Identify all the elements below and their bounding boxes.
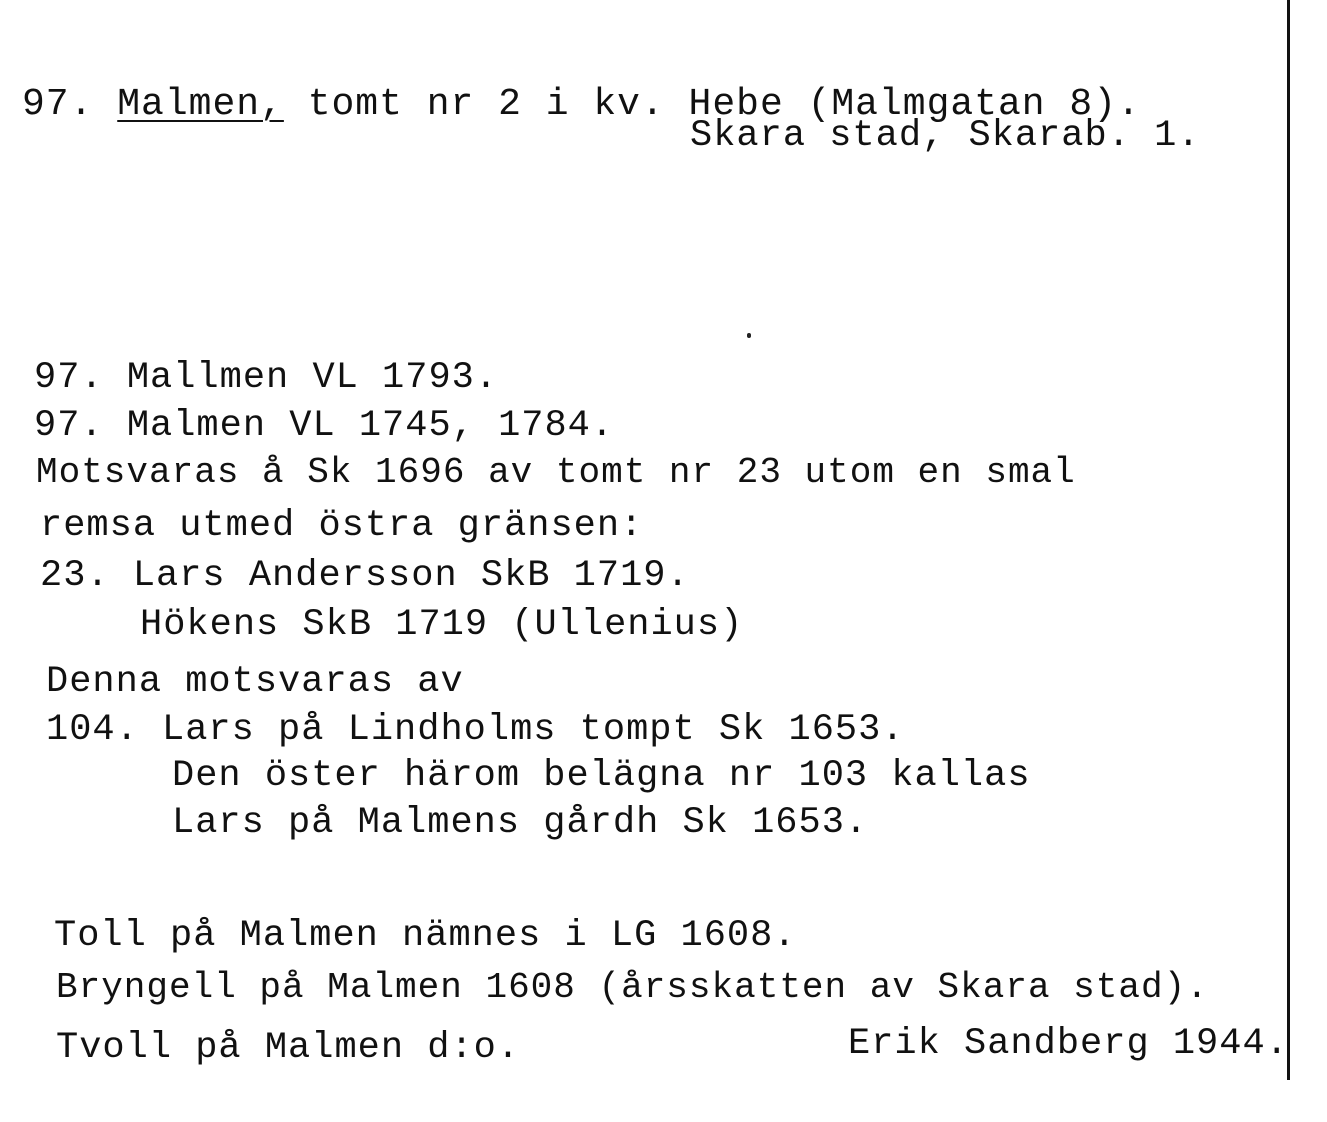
header-number: 97.: [22, 83, 94, 126]
ink-speck: [747, 333, 751, 338]
header-place: Malmen,: [117, 83, 284, 126]
signature: Erik Sandberg 1944.: [848, 1023, 1289, 1065]
body-line-8: 104. Lars på Lindholms tompt Sk 1653.: [46, 709, 905, 751]
body-line-4: remsa utmed östra gränsen:: [40, 505, 644, 547]
body-line-13: Tvoll på Malmen d:o.: [56, 1027, 521, 1069]
body-line-6: Hökens SkB 1719 (Ullenius): [140, 604, 744, 646]
card-edge-line: [1287, 0, 1290, 1080]
header-rest: tomt nr 2 i kv. Hebe (Malmgatan 8).: [307, 83, 1141, 126]
body-line-7: Denna motsvaras av: [46, 661, 464, 703]
body-line-11: Toll på Malmen nämnes i LG 1608.: [54, 915, 797, 957]
body-line-1: 97. Mallmen VL 1793.: [34, 357, 499, 399]
body-line-2: 97. Malmen VL 1745, 1784.: [34, 405, 615, 447]
header-parish: Skara stad, Skarab. 1.: [690, 115, 1201, 157]
body-line-5: 23. Lars Andersson SkB 1719.: [40, 555, 690, 597]
body-line-10: Lars på Malmens gårdh Sk 1653.: [172, 802, 869, 844]
body-line-12: Bryngell på Malmen 1608 (årsskatten av Skara stad).: [56, 967, 1209, 1008]
body-line-9: Den öster härom belägna nr 103 kallas: [172, 755, 1031, 797]
body-line-3: Motsvaras å Sk 1696 av tomt nr 23 utom en smal: [36, 452, 1076, 493]
